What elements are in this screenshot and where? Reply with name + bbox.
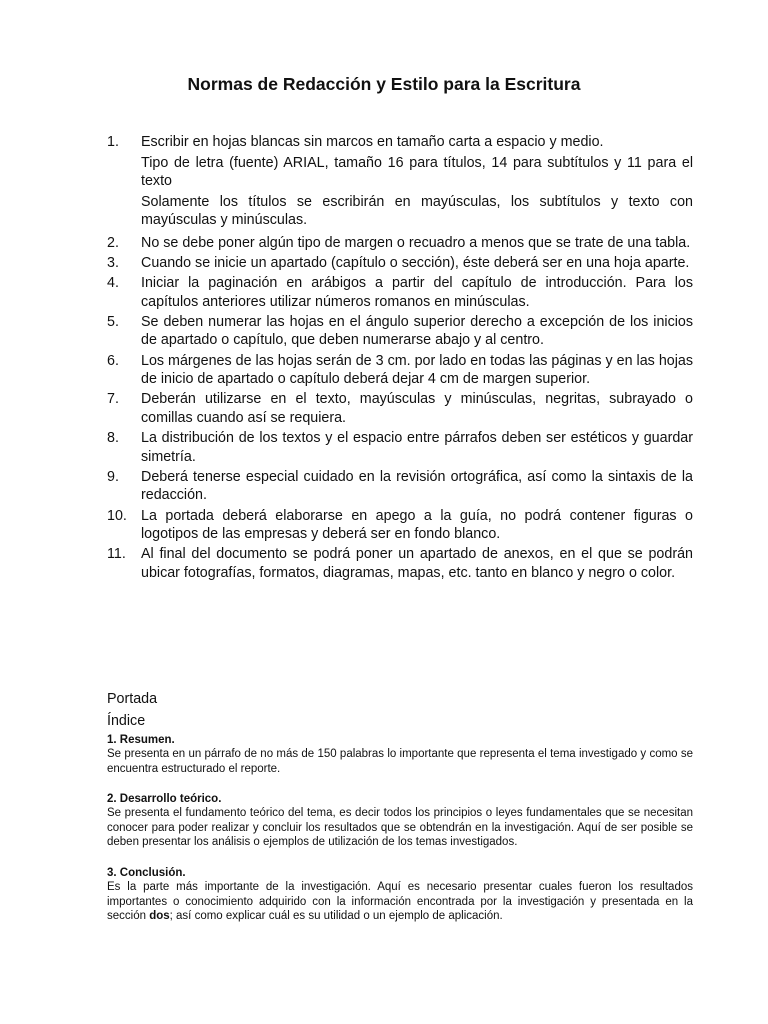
indice-label: Índice	[107, 712, 146, 729]
list-number: 11.	[107, 546, 126, 563]
list-number: 1.	[107, 134, 119, 150]
rule-paragraph: Solamente los títulos se escribirán en mayúsculas, los subtítulos y texto con mayúsculas y minúsculas.	[141, 193, 693, 229]
document-title: Normas de Redacción y Estilo para la Escritura	[187, 74, 581, 94]
section-conclusion	[107, 866, 693, 924]
list-text: Deberán utilizarse en el texto, mayúsculas y minúsculas, negritas, subrayado o comillas cuando así se requiera.	[141, 391, 693, 426]
list-text: La portada deberá elaborarse en apego a la guía, no podrá contener figuras o logotipos de las empresas y deberá ser en fondo blanco.	[141, 507, 693, 543]
list-item	[107, 468, 693, 505]
list-text: Deberá tenerse especial cuidado en la revisión ortográfica, así como la sintaxis de la redacción.	[141, 468, 693, 504]
list-item	[107, 545, 693, 582]
list-text: Cuando se inicie un apartado (capítulo o sección), éste deberá ser en una hoja aparte.	[141, 254, 690, 271]
list-number: 7.	[107, 391, 119, 408]
list-text: La distribución de los textos y el espacio entre párrafos deben ser estéticos y guardar simetría.	[141, 430, 693, 465]
list-item	[107, 507, 693, 544]
list-item	[107, 234, 693, 253]
rules-list	[107, 133, 693, 584]
list-item	[107, 133, 693, 232]
section-heading: 1. Resumen.	[107, 734, 175, 746]
list-number: 4.	[107, 274, 119, 291]
structure-section	[107, 689, 693, 924]
list-item	[107, 352, 693, 389]
list-item	[107, 254, 693, 273]
list-text: Iniciar la paginación en arábigos a partir del capítulo de introducción. Para los capítulos anteriores utilizar números romanos en minúsculas.	[141, 274, 693, 310]
list-item	[107, 274, 693, 311]
list-number: 3.	[107, 254, 119, 271]
list-number: 9.	[107, 468, 119, 485]
portada-label: Portada	[107, 691, 158, 707]
section-body	[107, 880, 693, 924]
section-body-text: Es la parte más importante de la investigación. Aquí es necesario presentar cuales fueron los resultados importantes o conocimiento adquirido con la información encontrada por la investigación y presentada en la sección	[107, 880, 693, 923]
section-body: Se presenta en un párrafo de no más de 150 palabras lo importante que representa el tema investigado y como se encuentra estructurado el reporte.	[107, 748, 693, 775]
section-resumen	[107, 733, 693, 776]
list-text	[141, 133, 693, 232]
section-body-text: ; así como explicar cuál es su utilidad o un ejemplo de aplicación.	[169, 910, 503, 923]
section-body-bold: dos	[149, 910, 170, 923]
list-number: 2.	[107, 234, 119, 251]
list-number: 5.	[107, 313, 119, 330]
list-text: No se debe poner algún tipo de margen o recuadro a menos que se trate de una tabla.	[141, 234, 691, 251]
list-number: 8.	[107, 430, 119, 447]
list-item	[107, 429, 693, 466]
rule-paragraph: Tipo de letra (fuente) ARIAL, tamaño 16 para títulos, 14 para subtítulos y 11 para el texto	[141, 154, 693, 190]
section-heading: 2. Desarrollo teórico.	[107, 793, 222, 806]
list-item	[107, 313, 693, 350]
list-number: 10.	[107, 507, 127, 524]
section-heading: 3. Conclusión.	[107, 866, 186, 879]
section-body: Se presenta el fundamento teórico del tema, es decir todos los principios o leyes fundamentales que se necesitan conocer para poder realizar y concluir los resultados que se obtendrán en la investigación. Aquí de ser posible se deben presentar los análisis o ejemplos de utilización de los temas investigados.	[107, 807, 693, 849]
rule-paragraph: Escribir en hojas blancas sin marcos en tamaño carta a espacio y medio.	[141, 134, 604, 150]
section-desarrollo	[107, 792, 693, 850]
list-text: Los márgenes de las hojas serán de 3 cm. por lado en todas las páginas y en las hojas de inicio de apartado o capítulo deberá dejar 4 cm de margen superior.	[141, 352, 693, 388]
list-text: Se deben numerar las hojas en el ángulo superior derecho a excepción de los inicios de apartado o capítulo, que deben numerarse abajo y al centro.	[141, 313, 693, 349]
list-item	[107, 390, 693, 427]
list-text: Al final del documento se podrá poner un apartado de anexos, en el que se podrán ubicar fotografías, formatos, diagramas, mapas, etc. tanto en blanco y negro o color.	[141, 546, 693, 581]
list-number: 6.	[107, 352, 119, 369]
